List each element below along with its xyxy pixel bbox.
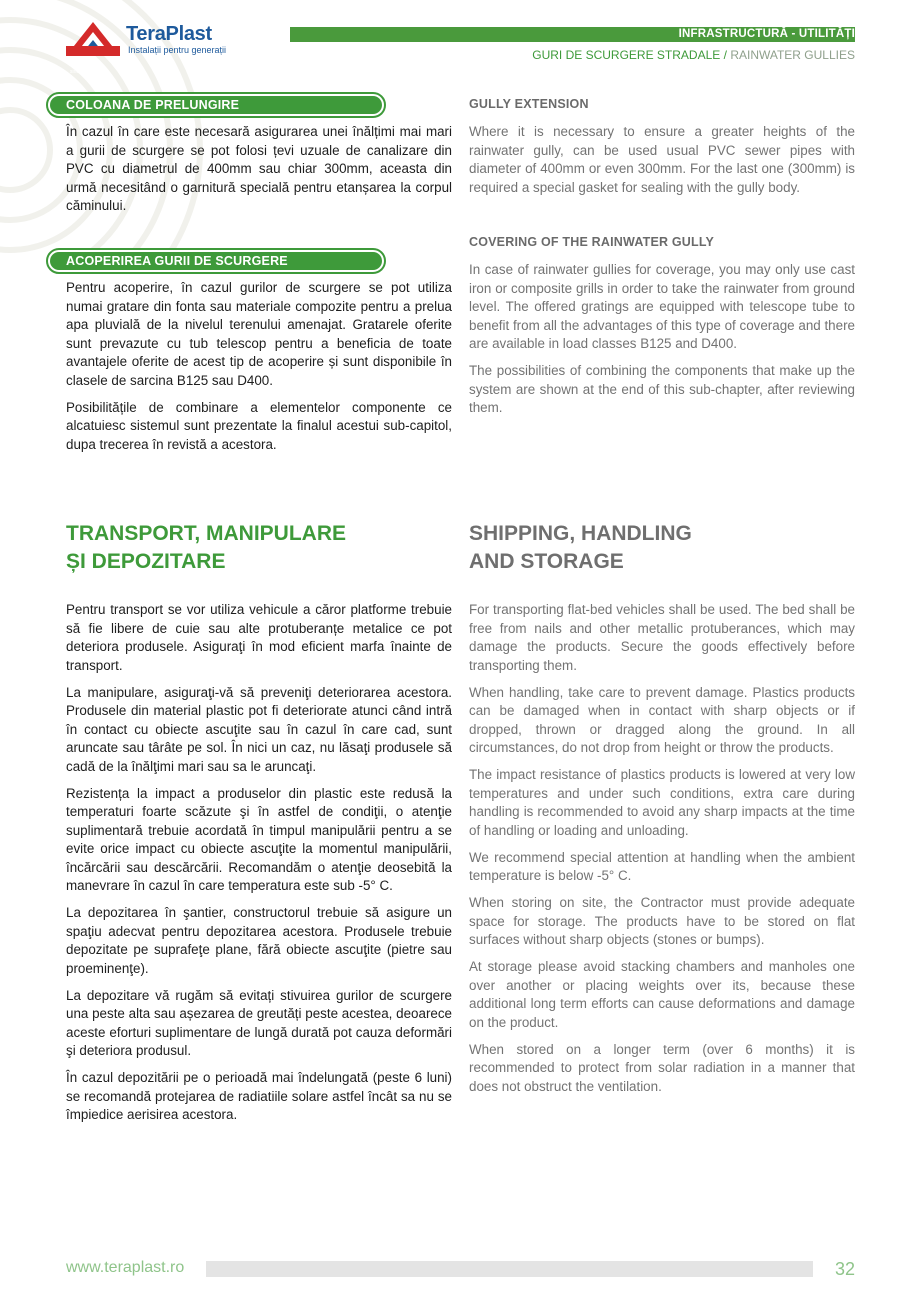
covering-text-en — [469, 261, 855, 426]
extension-text-ro — [66, 123, 452, 224]
subsection-en: RAINWATER GULLIES — [730, 48, 855, 62]
paragraph: În cazul depozitării pe o perioadă mai îndelungată (peste 6 luni) se recomandă protejarea de radiatiile solare astfel încât sa nu se împiedice aerisirea acestora. — [66, 1070, 452, 1122]
transport-heading-en — [469, 520, 859, 576]
page-number: 32 — [834, 1259, 855, 1279]
paragraph: Pentru acoperire, în cazul gurilor de scurgere se pot utiliza numai gratare din fonta sau materiale compozite pentru a prelua apa pluvială de la nivelul terenului amenajat. Gratarele oferite sunt prevazute cu tub telescop pentru a beneficia de toate avantajele oferite de acest tip de acoperire și sunt disponibile în clasele de sarcina B125 sau D400. — [66, 280, 452, 388]
paragraph: We recommend special attention at handling when the ambient temperature is below -5° C. — [469, 849, 855, 883]
paragraph: La manipulare, asiguraţi-vă să preveniţi deteriorarea acestora. Produsele din material plastic pot fi deteriorate atunci când intră în contact cu obiecte ascuţite sau în cazul în care cad, sunt aruncate sau târâte pe sol. În nici un caz, nu lăsaţi produsele să cadă de la înălţimi mari sau sa le aruncaţi. — [66, 684, 452, 774]
paragraph: The impact resistance of plastics products is lowered at very low temperatures and under such conditions, extra care during handling is recommended to avoid any sharp impacts at the time of handling or loading and unloading. — [469, 767, 855, 838]
subsection-separator: / — [720, 48, 731, 62]
subsection-ro: GURI DE SCURGERE STRADALE — [532, 48, 721, 62]
transport-heading-ro — [66, 520, 456, 576]
transport-heading-ro-line2: ȘI DEPOZITARE — [66, 550, 226, 573]
footer-bar — [206, 1261, 813, 1277]
paragraph: The possibilities of combining the components that make up the system are shown at the end of this sub-chapter, after reviewing them. — [469, 363, 855, 415]
logo-name: TeraPlast — [126, 23, 212, 45]
paragraph: At storage please avoid stacking chambers and manholes one over another or placing weights over its, because these additional long term efforts can cause deformations and damage on the product. — [469, 959, 855, 1030]
paragraph: Posibilitățile de combinare a elementelor componente ce alcatuiesc sistemul sunt prezentate la finalul acestui sub-capitol, dupa trecerea în revistă a acestora. — [66, 399, 452, 452]
covering-heading-ro-label: ACOPERIREA GURII DE SCURGERE — [50, 252, 382, 270]
paragraph: În cazul în care este necesară asigurarea unei înălțimi mai mari a gurii de scurgere se pot folosi țevi uzuale de canalizare din PVC cu diametrul de 400mm sau chiar 300mm, aceasta din urmă necesitând o garnitură specială pentru etanșarea la corpul căminului. — [66, 124, 452, 213]
paragraph: When handling, take care to prevent damage. Plastics products can be damaged when in contact with sharp objects or if dropped, thrown or dragged along the ground. In all circumstances, do not drop from height or throw the products. — [469, 684, 855, 755]
logo-since: since 1896 — [70, 69, 95, 75]
extension-heading-en: GULLY EXTENSION — [469, 97, 589, 111]
logo-roof-icon — [66, 22, 120, 56]
paragraph: La depozitarea în şantier, constructorul trebuie să asigure un spaţiu adecvat pentru depozitarea acestora. Produsele trebuie depozitate pe suprafeţe plane, fără obiecte ascuţite (pietre sau proeminenţe). — [66, 905, 452, 976]
paragraph: When stored on a longer term (over 6 months) it is recommended to protect from solar radiation in a manner that does not obstruct the ventilation. — [469, 1041, 855, 1094]
extension-heading-ro — [46, 92, 386, 118]
paragraph: In case of rainwater gullies for coverage, you may only use cast iron or composite grills in order to take the rainwater from ground level. The offered gratings are equipped with telescope tube to benefit from all the advantages of this type of coverage and there are available in load classes B125 and D400. — [469, 262, 855, 351]
subsection-title — [532, 48, 855, 63]
transport-heading-en-line2: AND STORAGE — [469, 550, 624, 573]
paragraph: When storing on site, the Contractor must provide adequate space for storage. The products have to be stored on flat surfaces without sharp objects (stones or bumps). — [469, 895, 855, 947]
paragraph: Where it is necessary to ensure a greater heights of the rainwater gully, can be used usual PVC sewer pipes with diameter of 400mm or even 300mm. For the last one (300mm) is required a special gasket for sealing with the gully body. — [469, 124, 855, 195]
paragraph: For transporting flat-bed vehicles shall be used. The bed shall be free from nails and other metallic protuberances, which may damage the products. Secure the goods effectively before transporting them. — [469, 602, 855, 673]
section-title: INFRASTRUCTURĂ - UTILITĂȚI — [678, 28, 855, 40]
paragraph: La depozitare vă rugăm să evitați stivuirea gurilor de scurgere una peste alta sau așezarea de greutăți peste acestea, deoarece aceste eforturi suplimentare de lungă durată pot cauza deformări şi deteriora produsul. — [66, 987, 452, 1058]
transport-heading-ro-line1: TRANSPORT, MANIPULARE — [66, 522, 347, 545]
teraplast-logo[interactable] — [66, 22, 236, 75]
transport-text-en — [469, 601, 855, 1105]
covering-text-ro — [66, 279, 452, 463]
footer-website-link[interactable]: www.teraplast.ro — [66, 1259, 185, 1276]
extension-heading-ro-label: COLOANA DE PRELUNGIRE — [50, 96, 382, 114]
covering-heading-ro — [46, 248, 386, 274]
transport-heading-en-line1: SHIPPING, HANDLING — [469, 522, 692, 545]
logo-tagline: Instalații pentru generații — [128, 45, 227, 55]
paragraph: Rezistența la impact a produselor din plastic este redusă la temperaturi foarte scăzute şi în astfel de condiţii, o atenţie suplimentară trebuie acordată în timpul manipulării pentru a se evite orice impact cu obiecte ascuţite la momentul manipulării, încărcării sau descărcării. Recomandăm o atenţie deosebită la manevrare în cazul în care temperatura este sub -5° C. — [66, 785, 452, 893]
transport-text-ro — [66, 601, 452, 1133]
covering-heading-en: COVERING OF THE RAINWATER GULLY — [469, 235, 715, 249]
paragraph: Pentru transport se vor utiliza vehicule a căror platforme trebuie să fie libere de cuie sau alte protuberanțe metalice ce pot deteriora produsele. Asiguraţi în mod eficient marfa înainte de transport. — [66, 602, 452, 673]
extension-text-en — [469, 123, 855, 206]
